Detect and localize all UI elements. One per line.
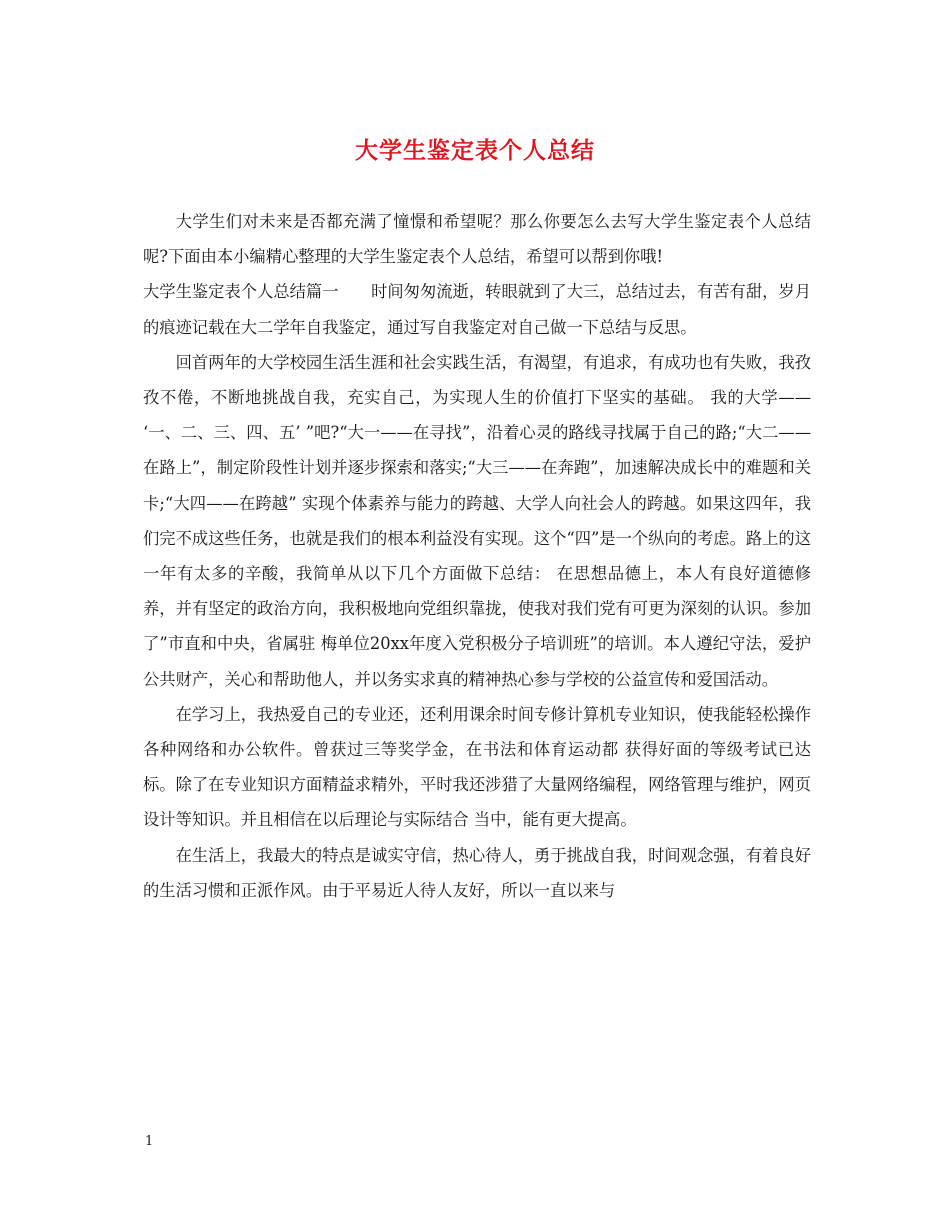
intro-paragraph: 大学生们对未来是否都充满了憧憬和希望呢？那么你要怎么去写大学生鉴定表个人总结呢?下面由本小编精心整理的大学生鉴定表个人总结，希望可以帮到你哦! <box>143 212 811 267</box>
life-paragraph: 在生活上，我最大的特点是诚实守信，热心待人，勇于挑战自我，时间观念强，有着良好的生活习惯和正派作风。由于平易近人待人友好，所以一直以来与 <box>143 845 811 900</box>
page-number: 1 <box>145 1134 154 1149</box>
document-title: 大学生鉴定表个人总结 <box>355 137 595 164</box>
document-body <box>143 204 811 908</box>
study-paragraph: 在学习上，我热爱自己的专业还，还利用课余时间专修计算机专业知识，使我能轻松操作各种网络和办公软件。曾获过三等奖学金，在书法和体育运动都 获得好面的等级考试已达标。除了在专业知识方面精益求精外，平时我还涉猎了大量网络编程，网络管理与维护，网页设计等知识。并且相信在以后理论与实际结合 当中，能有更大提高。 <box>143 704 811 830</box>
review-paragraph: 回首两年的大学校园生活生涯和社会实践生活，有渴望，有追求，有成功也有失败，我孜孜不倦，不断地挑战自我，充实自己，为实现人生的价值打下坚实的基础。 我的大学—— ‘一、二、三、四、五’ ”吧?“大一——在寻找”，沿着心灵的路线寻找属于自己的路;“大二——在路上”，制定阶段性计划并逐步探索和落实;“大三——在奔跑”，加速解决成长中的难题和关卡;“大四——在跨越” 实现个体素养与能力的跨越、大学人向社会人的跨越。如果这四年，我们完不成这些任务，也就是我们的根本利益没有实现。这个“四”是一个纵向的考虑。路上的这一年有太多的辛酸，我简单从以下几个方面做下总结： 在思想品德上，本人有良好道德修养，并有坚定的政治方向，我积极地向党组织靠拢，使我对我们党有可更为深刻的认识。参加了”市直和中央，省属驻 梅单位20xx年度入党积极分子培训班”的培训。本人遵纪守法，爱护公共财产，关心和帮助他人，并以务实求真的精神热心参与学校的公益宣传和爱国活动。 <box>143 352 811 689</box>
section-heading-paragraph: 大学生鉴定表个人总结篇一 时间匆匆流逝，转眼就到了大三，总结过去，有苦有甜，岁月的痕迹记载在大二学年自我鉴定，通过写自我鉴定对自己做一下总结与反思。 <box>143 282 811 337</box>
